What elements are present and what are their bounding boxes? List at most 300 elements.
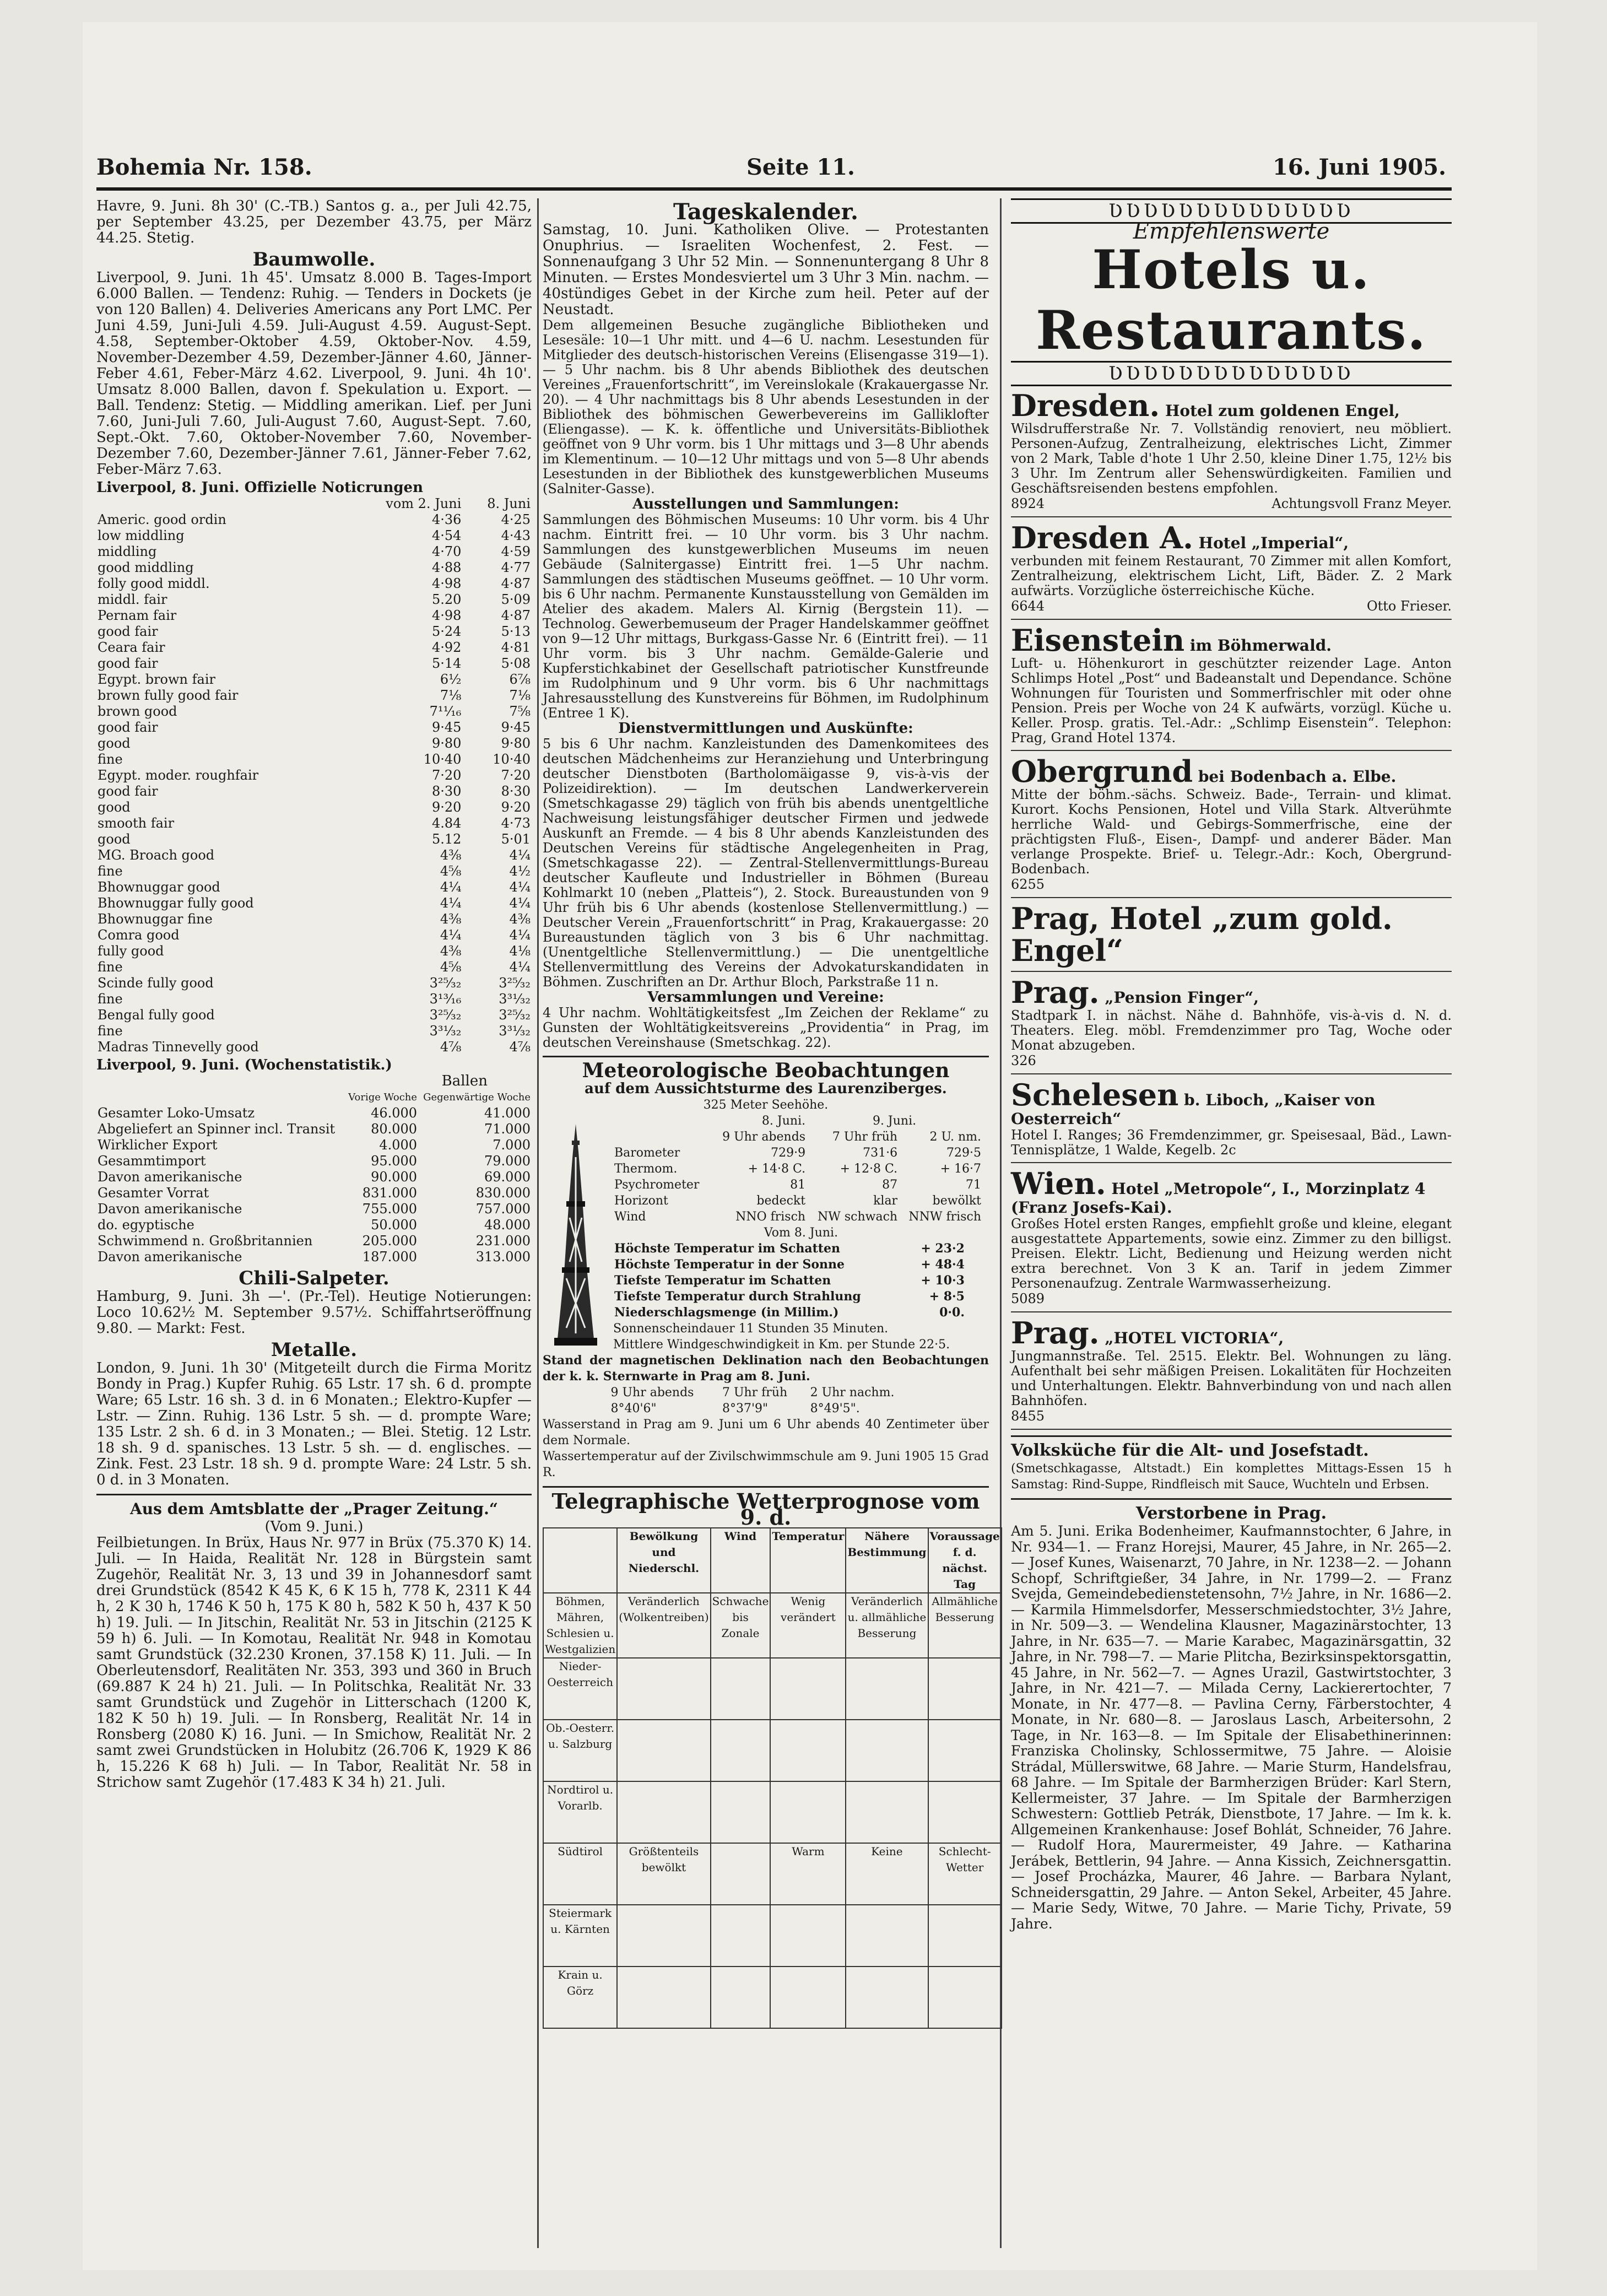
table-cell: + 12·8 C. [840,1162,898,1176]
table-cell: Bhownuggar fully good [98,895,254,911]
table-cell: 4¼ [440,895,462,911]
table-row [96,991,532,1007]
hotel-ad-code: 8924 [1011,496,1045,511]
hotel-ad-name: Eisenstein [1011,623,1185,658]
deklination-heading: Stand der magnetischen Deklination nach den Beobachtungen der k. k. Sternwarte in Prag am 8. Juni. [543,1353,989,1384]
table-col-header: Gegenwärtige Woche [423,1092,531,1103]
table-cell: 71.000 [484,1121,531,1137]
table-col-header: Temperatur [770,1528,846,1593]
table-cell: 4⅜ [509,911,531,927]
hotel-ad-footer [1011,1291,1452,1307]
table-row [613,1289,966,1305]
divider [1011,750,1452,751]
table-cell: Größtenteils bewölkt [617,1843,710,1905]
divider [1011,1311,1452,1312]
hotel-ad-text: Wilsdrufferstraße Nr. 7. Vollständig renoviert, neu möbliert. Personen-Aufzug, Zentralheizung, elektrisches Licht, Zimmer von 2 Mark, Table d'hote 1 Uhr 2.50, kleine Diner 1.75, 12½ bis 3 Uhr. Im Zentrum aller Sehenswürdigkeiten. Familien und Geschäftsreisenden bestens empfohlen. [1011,421,1452,496]
hotel-ad-text: Mitte der böhm.-sächs. Schweiz. Bade-, Terrain- und klimat. Kurort. Kochs Pensionen, Hotel und Villa Stark. Altverühmte herrliche Wald- und Gebirgs-Sommerfrische, eine der prächtigsten Fluß-, Eisen-, Dampf- und anderer Bäder. Man verlange Prospekte. Brief- u. Telegr.-Adr.: Koch, Obergrund-Bodenbach. [1011,787,1452,877]
hotel-ad-title: „Pension Finger“, [1099,988,1259,1007]
havre-report: Havre, 9. Juni. 8h 30' (C.-TB.) Santos g. a., per Juli 42.75, per September 43.25, per Dezember 43.75, per März 44.25. Stetig. [96,198,532,246]
dienst-text: 5 bis 6 Uhr nachm. Kanzleistunden des Damenkomitees des deutschen Mädchenheims zur Heranziehung und Unterbringung deutscher Dienstboten (Bartholomäigasse 9, vis-à-vis der Polizeidirektion). — Im deutschen Landwerkerverein (Smetschkagasse 29) täglich von früh bis abends unentgeltliche Nachweisung leistungsfähiger deutscher Firmen und jedwede Auskunft an Fremde. — 4 bis 8 Uhr abends Kanzleistunden des Deutschen Vereins für städtische Angelegenheiten in Prag, (Smetschkagasse 22). — Zentral-Stellenvermittlungs-Bureau deutscher Kaufleute und Industrieller in Böhmen (Bureau Kohlmarkt 10 (neben „Platteis“), 2. Stock. Bureaustunden von 9 Uhr früh bis 6 Uhr abends (kostenlose Stellenvermittlung.) — Deutscher Verein „Frauenfortschritt“ in Prag, Krakauergasse: 20 Bureaustunden täglich von 3 bis 6 Uhr nachmittag. (Unentgeltliche Stellenvermittlung.) — Die unentgeltliche Stellenvermittlung des Vereins der Advokaturskandidaten in Böhmen. Zuschriften an Dr. Arthur Bloch, Parkstraße 11 n. [543,736,989,990]
table-row [613,1241,966,1257]
table-cell: Bhownuggar good [98,879,220,895]
table-cell: 48.000 [484,1217,531,1233]
table-cell [928,1658,1002,1720]
table-cell: 5.20 [431,592,462,607]
divider [1011,1429,1452,1430]
table-cell: 4·59 [501,544,531,559]
hotel-ad-text: Großes Hotel ersten Ranges, empfiehlt große und kleine, elegant ausgestattete Appartements, sowie einz. Zimmer zu den billigst. Preisen. Elektr. Licht, Bedienung und Heizung werden nicht extra berechnet. Von 3 K an. Tarif in jedem Zimmer Personenaufzug. Zentrale Warmwasserheizung. [1011,1216,1452,1291]
table-cell: + 10·3 [921,1273,965,1288]
table-cell: 8°49'5". [810,1402,860,1416]
hotel-ad-text: Stadtpark I. in nächst. Nähe d. Bahnhöfe, vis-à-vis d. N. d. Theaters. Eleg. möbl. Fremdenzimmer pro Tag, Woche oder Monat abzugeben. [1011,1008,1452,1053]
hotel-ad [1011,1317,1452,1424]
page-number: Seite 11. [746,154,855,180]
table-cell: Gesamter Loko-Umsatz [98,1105,255,1121]
table-cell: 205.000 [362,1233,418,1249]
table-cell: Wenig verändert [770,1593,846,1658]
hotel-ad-code: 8455 [1011,1408,1045,1424]
hotel-ad-title: b. Liboch, „Kaiser von Oesterreich“ [1011,1091,1376,1128]
table-cell: Egypt. moder. roughfair [98,768,259,783]
table-cell: 71 [966,1178,981,1192]
table-cell: Scinde fully good [98,975,214,991]
table-cell: 9·20 [431,799,462,815]
table-row [613,1177,982,1193]
table-cell: 10·40 [493,752,531,767]
hotels-title: Hotels u. Restaurants. [1036,239,1427,361]
table-cell: fine [98,1023,123,1039]
table-cell: 7⅛ [509,688,531,703]
table-cell: 5·08 [501,656,531,671]
table-cell [770,1781,846,1843]
table-cell: Gesammtimport [98,1153,206,1169]
hotel-ad-name: Prag. [1011,975,1100,1010]
table-cell: 5·24 [431,624,462,639]
sunshine-text: Sonnenscheindauer 11 Stunden 35 Minuten. [613,1322,889,1336]
table-cell [617,1720,710,1781]
table-cell [617,1658,710,1720]
table-col-header: vom 2. Juni [386,496,462,511]
table-cell: 3²⁵⁄₃₂ [499,975,531,991]
hotel-ad-header [1011,1079,1452,1128]
table-row [96,512,532,528]
table-cell [711,1720,771,1781]
table-cell: 6⅞ [509,672,531,687]
hotels-subtitle: Empfehlenswerte [1133,219,1330,244]
table-cell: brown fully good fair [98,688,239,703]
hotel-ad-text: Hotel I. Ranges; 36 Fremdenzimmer, gr. Speisesaal, Bäd., Lawn-Tennisplätze, 1 Walde, Kegelb. 2c [1011,1127,1452,1158]
table-row [96,1105,532,1121]
table-cell: Horizont [614,1194,668,1208]
table-cell: Veränderlich (Wolkentreiben) [617,1593,710,1658]
hotel-ad-text: Luft- u. Höhenkurort in geschützter reizender Lage. Anton Schlimps Hotel „Post“ und Badeanstalt und Dependance. Schöne Wohnungen für Touristen und Sommerfrischler mit oder ohne Pension. Preis per Woche von 24 K aufwärts, vorzügl. Küche u. Keller. Prosp. gratis. Tel.-Adr.: „Schlimp Eisenstein“. Telephon: Prag, Grand Hotel 1374. [1011,656,1452,745]
hotel-ad-title: bei Bodenbach a. Elbe. [1193,768,1397,786]
table-cell: Nieder-Oesterreich [543,1658,617,1720]
meteo-extremes [613,1241,966,1321]
table-row [543,1658,1002,1720]
table-cell: 4⅝ [440,959,462,975]
section-heading-baumwolle: Baumwolle. [252,248,376,271]
table-cell: Psychrometer [614,1178,700,1192]
table-cell [711,1843,771,1905]
header-rule [96,187,1452,191]
table-cell: 10·40 [423,752,462,767]
table-cell: 313.000 [475,1249,531,1265]
chili-report: Hamburg, 9. Juni. 3h —'. (Pr.-Tel). Heutige Notierungen: Loco 10.62½ M. September 9.57½. Schiffahrtseröffnung 9.80. — Markt: Fest. [96,1288,532,1337]
table-cell: bewölkt [932,1194,981,1208]
table-cell: 4·92 [431,640,462,655]
section-heading-chili: Chili-Salpeter. [239,1267,389,1289]
verstorbene-heading: Verstorbene in Prag. [1135,1504,1327,1523]
table-cell: 46.000 [371,1105,418,1121]
table-row [96,895,532,911]
table-cell: middl. fair [98,592,167,607]
table-cell: + 16·7 [940,1162,981,1176]
table-cell: Wind [614,1210,646,1224]
column-hotels [1011,198,1452,2248]
ausstellung-heading: Ausstellungen und Sammlungen: [632,496,899,512]
table-cell: Warm [770,1843,846,1905]
table-row [543,1905,1002,1967]
table-row [96,656,532,672]
amtsblatt-date: (Vom 9. Juni.) [264,1519,364,1535]
table-row [96,704,532,720]
table-row [96,528,532,544]
table-cell: Comra good [98,927,180,943]
table-cell: 81 [790,1178,806,1192]
table-row [96,752,532,768]
table-cell: Höchste Temperatur im Schatten [614,1241,840,1256]
divider [1011,1073,1452,1074]
table-row [96,1169,532,1185]
table-row [96,1039,532,1055]
table-row [613,1145,982,1161]
table-cell: 3³¹⁄₃₂ [499,1023,531,1039]
wochen-heading: Liverpool, 9. Juni. (Wochenstatistik.) [96,1057,392,1073]
dienst-heading: Dienstvermittlungen und Auskünfte: [618,720,913,737]
hotel-ad-text: Jungmannstraße. Tel. 2515. Elektr. Bel. Wohnungen zu läng. Aufenthalt bei sehr mäßigen Preisen. Lokalitäten für Hochzeiten und Unterhaltungen. Elektr. Bahnverbindung von und nach allen Bahnhöfen. [1011,1348,1452,1408]
table-cell: 4¼ [440,927,462,943]
hotel-ad-footer [1011,598,1452,614]
table-cell: 79.000 [484,1153,531,1169]
table-col-header: 2 Uhr nachm. [810,1386,895,1400]
table-cell [846,1905,928,1967]
hotel-ad-code: 326 [1011,1053,1036,1068]
table-cell: 5.12 [431,831,462,847]
table-cell: 3³¹⁄₃₂ [499,991,531,1007]
table-cell: 4·87 [501,608,531,623]
table-cell: Ceara fair [98,640,165,655]
divider [543,1056,989,1057]
table-cell: 80.000 [371,1121,418,1137]
table-cell: 831.000 [362,1185,418,1201]
column-divider [537,198,539,2248]
table-cell: 9·45 [431,720,462,735]
table-row [543,1720,1002,1781]
wochen-unit: Ballen [441,1073,488,1089]
table-row [96,720,532,736]
ornament-border: ƲƲƲƲƲƲƲƲƲƲƲƲƲƲ [1011,198,1452,224]
table-cell: 8·30 [501,784,531,799]
table-row [96,640,532,656]
table-cell: good [98,736,131,751]
table-row [613,1305,966,1321]
prognose-heading: Telegraphische Wetterprognose vom 9. d. [551,1489,980,1530]
table-row [96,544,532,560]
notiz-heading: Liverpool, 8. Juni. Offizielle Noticrungen [96,479,423,496]
table-cell: Pernam fair [98,608,177,623]
table-row [96,831,532,847]
table-row [96,943,532,959]
table-row [96,736,532,752]
table-cell: 4⅝ [440,863,462,879]
meteo-table [613,1113,982,1225]
table-cell: 4⅜ [440,911,462,927]
table-cell: Tiefste Temperatur im Schatten [614,1273,831,1288]
table-cell: NW schwach [818,1210,898,1224]
table-cell: 3²⁵⁄₃₂ [429,975,462,991]
table-row [96,1137,532,1153]
table-cell: fine [98,991,123,1007]
hotel-ad-title: Hotel „Metropole“, I., Morzinplatz 4 (Franz Josefs-Kai). [1011,1180,1426,1217]
hotel-ad-name: Obergrund [1011,754,1193,789]
table-cell: 8·30 [431,784,462,799]
table-col-header: 7 Uhr früh [832,1130,898,1144]
table-row [543,1967,1002,2028]
table-cell: 4¼ [509,879,531,895]
hotel-ad-footer [1011,496,1452,512]
hotel-ad-signature: Achtungsvoll Franz Meyer. [1271,496,1452,511]
table-cell: 4·98 [431,576,462,591]
hotel-ad-title: „HOTEL VICTORIA“, [1099,1329,1284,1347]
hotel-ad-header [1011,976,1452,1008]
table-cell: Madras Tinnevelly good [98,1039,259,1055]
table-col-header: 8. Juni [487,496,531,511]
table-row [96,847,532,863]
amtsblatt-heading: Aus dem Amtsblatte der „Prager Zeitung.“ [129,1500,498,1518]
table-cell: + 23·2 [921,1241,965,1256]
table-row [96,911,532,927]
hotel-ad-header [1011,1317,1452,1349]
table-cell: 4·43 [501,528,531,543]
table-cell: 4·98 [431,608,462,623]
hotel-ad-header [1011,903,1452,966]
amtsblatt-text: Feilbietungen. In Brüx, Haus Nr. 977 in Brüx (75.370 K) 14. Juli. — In Haida, Realität Nr. 128 in Bürgstein samt Zugehör, Realität Nr. 3, 13 und 39 in Johannesdorf samt drei Grundstück (8542 K 45 K, 6 K 15 h, 778 K, 2311 K 44 h, 2 K 30 h, 1746 K 50 h, 175 K 80 h, 582 K 50 h, 437 K 50 h) 19. Juli. — In Jitschin, Realität Nr. 53 in Jitschin (2125 K 59 h) 6. Juli. — In Komotau, Realität Nr. 948 in Komotau samt Grundstück (32.230 Kronen, 37.158 K) 11. Juli. — In Oberleutensdorf, Realitäten Nr. 353, 393 und 360 in Bruch (69.887 K 24 h) 21. Juli. — In Politschka, Realität Nr. 33 samt Grundstück und Zugehör in Litterschach (1200 K, 182 K 50 h) 19. Juli. — In Ronsberg, Realität Nr. 14 in Ronsberg (2080 K) 16. Juni. — In Smichow, Realität Nr. 2 samt zwei Grundstücken in Holubitz (26.706 K, 1929 K 86 h, 15.226 K 68 h) Juli. — In Tabor, Realität Nr. 58 in Strichow samt Zugehör (17.483 K 34 h) 21. Juli. [96,1535,532,1791]
table-row [96,608,532,624]
table-cell: 757.000 [475,1201,531,1217]
hotel-ad-footer [1011,877,1452,893]
table-cell: smooth fair [98,815,175,831]
table-cell: fine [98,752,123,767]
table-row [543,1843,1002,1905]
table-cell: 4½ [509,863,531,879]
table-cell: Ob.-Oesterr. u. Salzburg [543,1720,617,1781]
volkskueche-heading: Volksküche für die Alt- und Josefstadt. [1011,1441,1369,1460]
table-cell [770,1658,846,1720]
table-cell [846,1781,928,1843]
table-cell: 4.84 [431,815,462,831]
table-cell: 9·80 [501,736,531,751]
table-row [96,1249,532,1265]
table-cell: good fair [98,656,158,671]
table-cell: good fair [98,624,158,639]
metalle-report: London, 9. Juni. 1h 30' (Mitgeteilt durch die Firma Moritz Bondy in Prag.) Kupfer Ruhig. 65 Lstr. 17 sh. 6 d. prompte Ware; 65 Lstr. 16 sh. 3 d. in 6 Monaten.; Elektro-Kupfer — Lstr. — Zinn. Ruhig. 136 Lstr. 5 sh. — d. prompte Ware; 135 Lstr. 2 sh. 6 d. in 3 Monaten.; — Blei. Stetig. 12 Lstr. 18 sh. 9 d. spanisches. 13 Lstr. 5 sh. — d. englisches. — Zink. Fest. 23 Lstr. 18 sh. 9 d. prompte Ware: 24 Lstr. 5 sh. 0 d. in 3 Monaten. [96,1360,532,1488]
table-cell: Allmähliche Besserung [928,1593,1002,1658]
table-cell: Krain u. Görz [543,1967,617,2028]
table-cell: 8°40'6" [610,1402,657,1416]
table-cell: 4⅛ [509,943,531,959]
hotel-ad [1011,1168,1452,1307]
hotel-ad-code: 5089 [1011,1291,1045,1306]
table-cell [711,1658,771,1720]
table-cell: Schlecht-Wetter [928,1843,1002,1905]
table-cell: fine [98,959,123,975]
table-cell [711,1967,771,2028]
table-cell [711,1781,771,1843]
meteo-subheading: auf dem Aussichtsturme des Laurenziberges. [585,1081,947,1097]
table-cell [846,1658,928,1720]
table-cell: 3³¹⁄₃₂ [429,1023,462,1039]
table-cell: 755.000 [362,1201,418,1217]
table-cell: 7⅛ [440,688,462,703]
table-cell: Schwimmend n. Großbritannien [98,1233,313,1249]
table-row [96,576,532,592]
prognose-table [543,1527,1002,2029]
meteo-regen-date: Vom 8. Juni. [764,1226,838,1240]
table-cell: Südtirol [543,1843,617,1905]
wasserstand-text: Wasserstand in Prag am 9. Juni um 6 Uhr abends 40 Zentimeter über dem Normale. [543,1418,989,1447]
ornament-border: ƲƲƲƲƲƲƲƲƲƲƲƲƲƲ [1011,361,1452,386]
ausstellung-text: Sammlungen des Böhmischen Museums: 10 Uhr vorm. bis 4 Uhr nachm. Eintritt frei. — 10 Uhr vorm. bis 3 Uhr nachm. Sammlungen des kunstgewerblichen Museums im neuen Gebäude (Salnitergasse) Eintritt frei. 1—5 Uhr nachm. Sammlungen des städtischen Museums geöffnet. — 10 Uhr vorm. bis 6 Uhr nachm. Permanente Kunstausstellung von Gemälden im Atelier des akadem. Malers Al. Kirnig (Bergstein 11). — Technolog. Gewerbemuseum der Prager Handelskammer geöffnet von 9—12 Uhr mittags, Burkgass-Gasse Nr. 6 (Eintritt frei). — 11 Uhr vorm. bis 3 Uhr nachm. Gemälde-Galerie und Kupferstichkabinet der Gesellschaft patriotischer Kunstfreunde im Rudolphinum und 9 Uhr vorm. bis 6 Uhr nachmittags Jahresausstellung des Kunstvereins für Böhmen, im Rudolphinum (Entree 1 K). [543,512,989,721]
verein-heading: Versammlungen und Vereine: [647,989,884,1006]
table-cell: 4¼ [440,879,462,895]
table-cell: 3¹³⁄₁₆ [429,991,462,1007]
hotel-ad-title: im Böhmerwald. [1184,636,1332,655]
table-row [96,815,532,831]
table-col-header: 2 U. nm. [929,1130,981,1144]
table-cell: fine [98,863,123,879]
table-cell: Wirklicher Export [98,1137,218,1153]
wassertemp-text: Wassertemperatur auf der Zivilschwimmschule am 9. Juni 1905 15 Grad R. [543,1450,989,1479]
meteo-altitude: 325 Meter Seehöhe. [703,1098,829,1112]
wind-text: Mittlere Windgeschwindigkeit in Km. per Stunde 22·5. [613,1338,950,1352]
table-cell: Keine [846,1843,928,1905]
hotel-ad-name: Schelesen [1011,1077,1179,1112]
table-cell: 231.000 [475,1233,531,1249]
table-cell: low middling [98,528,185,543]
table-row [96,592,532,608]
table-col-header: Vorige Woche [348,1092,418,1103]
table-cell: brown good [98,704,177,719]
table-cell [770,1967,846,2028]
table-cell: Bengal fully good [98,1007,215,1023]
deklination-table [610,1385,922,1417]
table-cell [617,1905,710,1967]
table-cell [617,1781,710,1843]
meteo-date: 8. Juni. [761,1114,806,1128]
table-cell: Böhmen, Mähren, Schlesien u. Westgalizien [543,1593,617,1658]
table-row [613,1193,982,1209]
table-cell: 5·14 [431,656,462,671]
table-col-header: Bewölkung und Niederschl. [617,1528,710,1593]
table-cell: 4·25 [501,512,531,527]
table-row [96,1185,532,1201]
hotel-ad-header [1011,390,1452,422]
divider [543,1486,989,1488]
divider [1011,897,1452,898]
table-cell: 3²⁵⁄₃₂ [429,1007,462,1023]
table-cell: 7⅝ [509,704,531,719]
table-cell: do. egyptische [98,1217,194,1233]
verein-text: 4 Uhr nachm. Wohltätigkeitsfest „Im Zeichen der Reklame“ zu Gunsten der Wohltätigkeitsvereins „Providentia“ in Prag, im deutschen Vereinshause (Smetschkag. 22). [543,1005,989,1050]
table-row [96,1217,532,1233]
table-row [96,1201,532,1217]
table-cell: 7·20 [431,768,462,783]
table-row [96,799,532,815]
table-cell: NNW frisch [908,1210,981,1224]
hotel-ad-signature: Otto Frieser. [1366,598,1452,614]
hotel-ad-name: Dresden A. [1011,520,1193,555]
wochen-table [96,1089,532,1265]
table-cell: 4·36 [431,512,462,527]
hotel-ad-header [1011,1168,1452,1217]
table-row [96,1007,532,1023]
table-cell: 729·5 [946,1146,981,1160]
table-cell: 69.000 [484,1169,531,1185]
table-row [96,975,532,991]
table-cell: 4·81 [501,640,531,655]
table-cell: 731·6 [863,1146,898,1160]
divider [96,1494,532,1495]
hotel-ad-header [1011,624,1452,656]
divider [1011,1435,1452,1437]
hotel-ad-name: Wien. [1011,1166,1106,1201]
table-row [96,784,532,799]
table-cell: 4·87 [501,576,531,591]
table-cell: 0·0. [939,1305,965,1320]
hotel-ad-header [1011,522,1452,554]
hotel-ad-footer [1011,1053,1452,1069]
table-cell: Thermom. [614,1162,678,1176]
table-cell [928,1967,1002,2028]
hotel-ad-text: verbunden mit feinem Restaurant, 70 Zimmer mit allen Komfort, Zentralheizung, elektrischem Licht, Lift, Bäder. Z. 2 Mark aufwärts. Vorzügliche österreichische Küche. [1011,553,1452,598]
table-cell: Tiefste Temperatur durch Strahlung [614,1289,861,1304]
table-cell: 87 [882,1178,898,1192]
table-cell [846,1967,928,2028]
table-cell: Veränderlich u. allmähliche Besserung [846,1593,928,1658]
table-cell: fully good [98,943,164,959]
hotel-ad-footer [1011,1408,1452,1424]
table-cell: middling [98,544,157,559]
table-cell: 7¹¹⁄₁₆ [429,704,462,719]
table-cell: 9·80 [431,736,462,751]
table-cell: good middling [98,560,194,575]
table-cell: 4¼ [509,927,531,943]
table-col-header: 9 Uhr abends [610,1386,694,1400]
table-col-header: Wind [711,1528,771,1593]
table-cell: 7.000 [493,1137,531,1153]
table-cell: 4⅞ [440,1039,462,1055]
table-cell [928,1905,1002,1967]
table-row [96,863,532,879]
table-cell: 4·70 [431,544,462,559]
table-cell: klar [873,1194,898,1208]
table-cell: 5·09 [501,592,531,607]
baumwolle-report: Liverpool, 9. Juni. 1h 45'. Umsatz 8.000 B. Tages-Import 6.000 Ballen. — Tendenz: Ruhig. — Tenders in Dockets (je von 120 Ballen) 4. Deliveries Americans any Port LMC. Per Juni 4.59, Juni-Juli 4.59. Juli-August 4.59. August-Sept. 4.58, September-Oktober 4.59, Oktober-Nov. 4.59, November-Dezember 4.59, Dezember-Jänner 4.60, Jänner-Feber 4.61, Feber-März 4.62. Liverpool, 9. Juni. 4h 10'. Umsatz 8.000 Ballen, davon f. Spekulation u. Export. — Ball. Tendenz: Stetig. — Middling amerikan. Lief. per Juni 7.60, Juni-Juli 7.60, Juli-August 7.60, August-Sept. 7.60, Sept.-Okt. 7.60, Oktober-November 7.60, November-Dezember 7.60, Dezember-Jänner 7.61, Jänner-Feber 7.62, Feber-März 7.63. [96,269,532,478]
table-row [613,1161,982,1177]
table-row [96,879,532,895]
hotel-ad [1011,755,1452,893]
